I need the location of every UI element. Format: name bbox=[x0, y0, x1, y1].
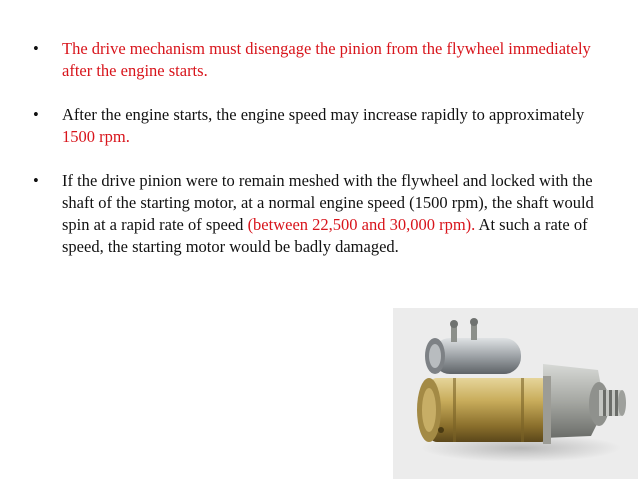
bullet-marker: • bbox=[33, 171, 39, 190]
bullet-pinion-meshed bbox=[33, 170, 608, 258]
bullet-engine-speed bbox=[33, 104, 608, 148]
bullet-highlight: (between 22,500 and 30,000 rpm). bbox=[247, 215, 476, 234]
starter-motor-photo bbox=[393, 308, 638, 479]
bullet-text: If the drive pinion were to remain meshed with the flywheel and locked with the shaft of the starting motor, at a normal engine speed (1500 rpm), the shaft would spin at a rapid rate of speed bbox=[62, 171, 594, 234]
starter-motor-illustration bbox=[393, 308, 638, 479]
bullet-text: After the engine starts, the engine speed may increase rapidly to approximately bbox=[62, 105, 585, 124]
drive-housing bbox=[543, 364, 626, 438]
bullet-list bbox=[33, 38, 608, 258]
bullet-disengage bbox=[33, 38, 608, 82]
bullet-marker: • bbox=[33, 39, 39, 58]
bullet-marker: • bbox=[33, 105, 39, 124]
bullet-text: The drive mechanism must disengage the pinion from the flywheel immediately after the engine starts. bbox=[62, 39, 591, 80]
bullet-text-end: At such a rate of speed, the starting motor would be badly damaged. bbox=[62, 215, 588, 256]
solenoid bbox=[425, 318, 521, 374]
bullet-highlight: 1500 rpm. bbox=[62, 127, 130, 146]
motor-body bbox=[417, 376, 551, 444]
